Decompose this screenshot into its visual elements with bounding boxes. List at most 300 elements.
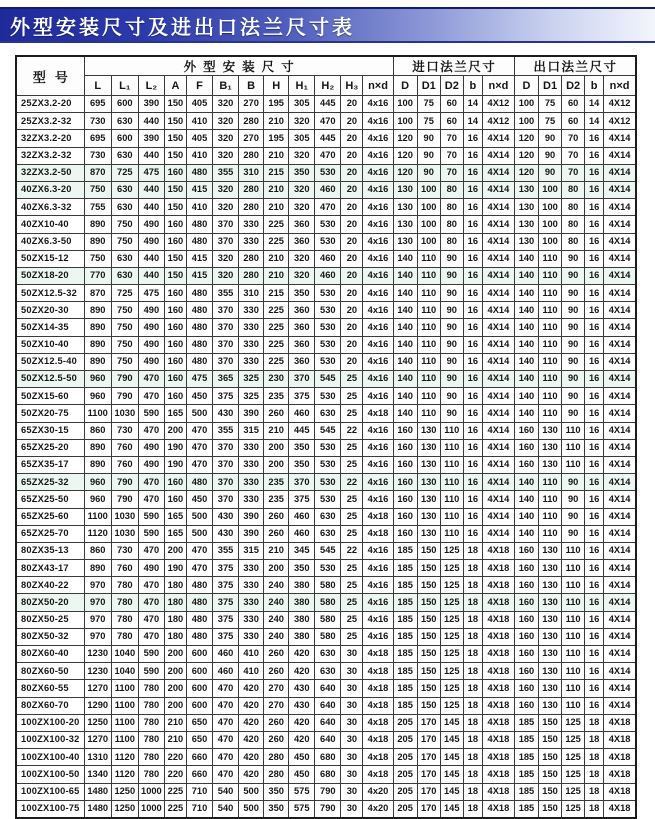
value-cell: 30	[341, 663, 363, 680]
column-header: D	[514, 76, 538, 96]
model-cell: 50ZX20-30	[16, 302, 84, 319]
value-cell: 130	[539, 577, 562, 594]
value-cell: 480	[186, 302, 212, 319]
value-cell: 160	[164, 164, 186, 181]
value-cell: 25	[341, 439, 363, 456]
value-cell: 30	[341, 731, 363, 748]
value-cell: 4X14	[604, 267, 636, 284]
value-cell: 20	[341, 199, 363, 216]
value-cell: 160	[164, 302, 186, 319]
value-cell: 110	[539, 405, 562, 422]
value-cell: 160	[514, 542, 538, 559]
value-cell: 18	[463, 646, 482, 663]
value-cell: 4x16	[363, 96, 393, 113]
value-cell: 890	[84, 439, 111, 456]
value-cell: 1120	[111, 766, 138, 783]
value-cell: 80	[440, 181, 463, 198]
value-cell: 110	[417, 267, 440, 284]
value-cell: 350	[289, 285, 315, 302]
value-cell: 730	[111, 422, 138, 439]
value-cell: 370	[213, 439, 239, 456]
value-cell: 4X12	[482, 113, 514, 130]
value-cell: 150	[539, 714, 562, 731]
value-cell: 470	[213, 714, 239, 731]
table-row	[16, 439, 636, 456]
value-cell: 130	[393, 233, 417, 250]
value-cell: 25	[341, 456, 363, 473]
value-cell: 470	[315, 113, 341, 130]
value-cell: 160	[393, 456, 417, 473]
value-cell: 185	[393, 594, 417, 611]
value-cell: 180	[164, 628, 186, 645]
value-cell: 205	[393, 783, 417, 800]
value-cell: 80	[562, 216, 585, 233]
value-cell: 375	[213, 611, 239, 628]
value-cell: 110	[417, 336, 440, 353]
value-cell: 160	[514, 628, 538, 645]
value-cell: 890	[84, 302, 111, 319]
model-cell: 40ZX10-40	[16, 216, 84, 233]
value-cell: 16	[585, 319, 604, 336]
value-cell: 420	[289, 646, 315, 663]
value-cell: 415	[186, 181, 212, 198]
value-cell: 680	[315, 749, 341, 766]
value-cell: 150	[417, 663, 440, 680]
table-row	[16, 96, 636, 113]
table-row	[16, 353, 636, 370]
value-cell: 280	[239, 267, 264, 284]
value-cell: 130	[539, 456, 562, 473]
value-cell: 90	[562, 508, 585, 525]
value-cell: 475	[138, 164, 164, 181]
value-cell: 150	[417, 611, 440, 628]
value-cell: 1100	[111, 714, 138, 731]
value-cell: 660	[186, 766, 212, 783]
model-cell: 100ZX100-32	[16, 731, 84, 748]
value-cell: 16	[463, 250, 482, 267]
value-cell: 210	[264, 181, 289, 198]
value-cell: 355	[213, 542, 239, 559]
value-cell: 160	[514, 680, 538, 697]
model-cell: 65ZX25-50	[16, 491, 84, 508]
value-cell: 270	[239, 96, 264, 113]
value-cell: 90	[440, 371, 463, 388]
value-cell: 130	[514, 181, 538, 198]
value-cell: 160	[514, 663, 538, 680]
value-cell: 640	[315, 680, 341, 697]
value-cell: 16	[463, 147, 482, 164]
value-cell: 14	[463, 96, 482, 113]
column-header: D1	[539, 76, 562, 96]
column-header: L₂	[138, 76, 164, 96]
value-cell: 320	[289, 199, 315, 216]
model-cell: 80ZX43-17	[16, 560, 84, 577]
table-row	[16, 371, 636, 388]
value-cell: 320	[289, 113, 315, 130]
value-cell: 4X14	[604, 611, 636, 628]
value-cell: 90	[562, 371, 585, 388]
value-cell: 4x16	[363, 422, 393, 439]
value-cell: 470	[138, 371, 164, 388]
value-cell: 280	[239, 199, 264, 216]
value-cell: 90	[539, 164, 562, 181]
model-cell: 80ZX50-20	[16, 594, 84, 611]
value-cell: 470	[186, 542, 212, 559]
table-row	[16, 181, 636, 198]
value-cell: 470	[213, 749, 239, 766]
value-cell: 470	[213, 697, 239, 714]
value-cell: 630	[315, 525, 341, 542]
value-cell: 16	[463, 216, 482, 233]
value-cell: 530	[315, 388, 341, 405]
value-cell: 4X18	[482, 542, 514, 559]
value-cell: 160	[514, 422, 538, 439]
value-cell: 100	[539, 199, 562, 216]
model-cell: 80ZX60-40	[16, 646, 84, 663]
value-cell: 130	[514, 233, 538, 250]
value-cell: 150	[417, 560, 440, 577]
value-cell: 140	[393, 405, 417, 422]
value-cell: 330	[239, 216, 264, 233]
value-cell: 25	[341, 577, 363, 594]
value-cell: 500	[186, 525, 212, 542]
value-cell: 780	[138, 697, 164, 714]
value-cell: 320	[213, 96, 239, 113]
value-cell: 490	[138, 216, 164, 233]
value-cell: 160	[393, 525, 417, 542]
value-cell: 330	[239, 594, 264, 611]
value-cell: 210	[264, 199, 289, 216]
value-cell: 16	[585, 130, 604, 147]
value-cell: 18	[585, 783, 604, 800]
value-cell: 130	[417, 474, 440, 491]
table-row	[16, 697, 636, 714]
value-cell: 375	[289, 491, 315, 508]
value-cell: 630	[315, 646, 341, 663]
value-cell: 870	[84, 285, 111, 302]
value-cell: 90	[562, 525, 585, 542]
value-cell: 370	[213, 336, 239, 353]
value-cell: 4x16	[363, 560, 393, 577]
value-cell: 4x16	[363, 594, 393, 611]
value-cell: 140	[393, 302, 417, 319]
value-cell: 750	[111, 233, 138, 250]
value-cell: 4X14	[604, 508, 636, 525]
value-cell: 205	[393, 749, 417, 766]
value-cell: 710	[186, 800, 212, 818]
value-cell: 440	[138, 199, 164, 216]
model-cell: 65ZX30-15	[16, 422, 84, 439]
value-cell: 370	[213, 491, 239, 508]
value-cell: 110	[417, 319, 440, 336]
value-cell: 200	[164, 646, 186, 663]
value-cell: 130	[539, 611, 562, 628]
value-cell: 25	[341, 611, 363, 628]
value-cell: 4X14	[604, 353, 636, 370]
value-cell: 630	[315, 508, 341, 525]
model-cell: 100ZX100-65	[16, 783, 84, 800]
title-banner	[0, 7, 655, 43]
value-cell: 110	[440, 456, 463, 473]
value-cell: 380	[289, 611, 315, 628]
column-header: F	[186, 76, 212, 96]
model-cell: 25ZX3.2-32	[16, 113, 84, 130]
value-cell: 600	[186, 663, 212, 680]
value-cell: 4X14	[482, 508, 514, 525]
value-cell: 1030	[111, 508, 138, 525]
value-cell: 480	[186, 628, 212, 645]
value-cell: 25	[341, 560, 363, 577]
value-cell: 4x16	[363, 542, 393, 559]
value-cell: 460	[315, 250, 341, 267]
value-cell: 470	[138, 594, 164, 611]
value-cell: 140	[514, 319, 538, 336]
value-cell: 780	[138, 680, 164, 697]
value-cell: 630	[111, 250, 138, 267]
value-cell: 350	[289, 560, 315, 577]
value-cell: 20	[341, 285, 363, 302]
value-cell: 210	[264, 542, 289, 559]
value-cell: 30	[341, 749, 363, 766]
value-cell: 470	[186, 456, 212, 473]
value-cell: 100	[393, 113, 417, 130]
model-column-header: 型号	[16, 56, 84, 96]
value-cell: 240	[264, 611, 289, 628]
value-cell: 4X18	[482, 594, 514, 611]
value-cell: 110	[562, 594, 585, 611]
value-cell: 185	[514, 731, 538, 748]
value-cell: 4x18	[363, 697, 393, 714]
value-cell: 16	[585, 439, 604, 456]
value-cell: 210	[264, 422, 289, 439]
column-header: H	[264, 76, 289, 96]
inlet-flange-group-header: 进口法兰尺寸	[393, 56, 514, 76]
value-cell: 90	[440, 336, 463, 353]
value-cell: 4X14	[604, 147, 636, 164]
value-cell: 780	[138, 766, 164, 783]
value-cell: 780	[111, 594, 138, 611]
value-cell: 360	[289, 336, 315, 353]
value-cell: 90	[417, 164, 440, 181]
value-cell: 600	[186, 646, 212, 663]
value-cell: 490	[138, 456, 164, 473]
value-cell: 4X14	[482, 405, 514, 422]
value-cell: 140	[393, 371, 417, 388]
value-cell: 365	[213, 371, 239, 388]
value-cell: 170	[417, 783, 440, 800]
value-cell: 750	[111, 302, 138, 319]
value-cell: 530	[315, 164, 341, 181]
value-cell: 16	[585, 353, 604, 370]
value-cell: 410	[186, 113, 212, 130]
value-cell: 4X14	[604, 233, 636, 250]
value-cell: 580	[315, 611, 341, 628]
value-cell: 170	[417, 731, 440, 748]
value-cell: 490	[138, 560, 164, 577]
table-row	[16, 199, 636, 216]
value-cell: 490	[138, 302, 164, 319]
value-cell: 590	[138, 525, 164, 542]
value-cell: 145	[440, 731, 463, 748]
value-cell: 4X14	[604, 388, 636, 405]
column-header: B	[239, 76, 264, 96]
value-cell: 790	[111, 388, 138, 405]
table-body	[16, 96, 636, 818]
value-cell: 4X18	[604, 731, 636, 748]
value-cell: 320	[213, 250, 239, 267]
model-cell: 50ZX14-35	[16, 319, 84, 336]
value-cell: 490	[138, 439, 164, 456]
value-cell: 16	[585, 456, 604, 473]
value-cell: 20	[341, 302, 363, 319]
table-row	[16, 336, 636, 353]
value-cell: 480	[186, 216, 212, 233]
value-cell: 780	[111, 628, 138, 645]
value-cell: 375	[213, 388, 239, 405]
value-cell: 780	[138, 714, 164, 731]
value-cell: 220	[164, 749, 186, 766]
value-cell: 16	[463, 508, 482, 525]
value-cell: 330	[239, 491, 264, 508]
value-cell: 110	[562, 680, 585, 697]
value-cell: 165	[164, 405, 186, 422]
value-cell: 4X14	[604, 371, 636, 388]
column-header: H₁	[289, 76, 315, 96]
model-cell: 50ZX15-12	[16, 250, 84, 267]
value-cell: 110	[417, 371, 440, 388]
value-cell: 125	[562, 800, 585, 818]
value-cell: 160	[164, 233, 186, 250]
value-cell: 240	[264, 577, 289, 594]
value-cell: 16	[585, 663, 604, 680]
value-cell: 470	[315, 199, 341, 216]
value-cell: 890	[84, 353, 111, 370]
value-cell: 16	[463, 439, 482, 456]
value-cell: 185	[393, 560, 417, 577]
value-cell: 125	[440, 560, 463, 577]
value-cell: 420	[239, 697, 264, 714]
value-cell: 130	[417, 525, 440, 542]
value-cell: 960	[84, 371, 111, 388]
value-cell: 110	[440, 439, 463, 456]
value-cell: 225	[264, 233, 289, 250]
value-cell: 260	[264, 714, 289, 731]
value-cell: 25	[341, 371, 363, 388]
value-cell: 4X14	[482, 285, 514, 302]
value-cell: 430	[213, 405, 239, 422]
value-cell: 420	[289, 731, 315, 748]
value-cell: 125	[562, 714, 585, 731]
value-cell: 110	[539, 267, 562, 284]
value-cell: 1100	[84, 405, 111, 422]
value-cell: 445	[289, 422, 315, 439]
value-cell: 18	[463, 594, 482, 611]
value-cell: 4X14	[604, 319, 636, 336]
value-cell: 4X14	[482, 250, 514, 267]
table-row	[16, 302, 636, 319]
value-cell: 1100	[111, 731, 138, 748]
value-cell: 70	[562, 147, 585, 164]
value-cell: 500	[186, 508, 212, 525]
table-container	[15, 55, 655, 819]
value-cell: 450	[186, 388, 212, 405]
value-cell: 330	[239, 353, 264, 370]
value-cell: 420	[239, 731, 264, 748]
value-cell: 475	[186, 371, 212, 388]
value-cell: 1230	[84, 646, 111, 663]
value-cell: 590	[138, 646, 164, 663]
value-cell: 305	[289, 130, 315, 147]
value-cell: 160	[393, 474, 417, 491]
value-cell: 320	[289, 267, 315, 284]
value-cell: 160	[514, 456, 538, 473]
value-cell: 70	[562, 130, 585, 147]
value-cell: 640	[315, 714, 341, 731]
value-cell: 490	[138, 336, 164, 353]
value-cell: 1480	[84, 800, 111, 818]
value-cell: 4X14	[604, 250, 636, 267]
value-cell: 4X14	[604, 302, 636, 319]
value-cell: 270	[264, 697, 289, 714]
value-cell: 110	[539, 371, 562, 388]
value-cell: 100	[539, 233, 562, 250]
value-cell: 1000	[138, 800, 164, 818]
value-cell: 370	[213, 216, 239, 233]
value-cell: 330	[239, 439, 264, 456]
value-cell: 260	[264, 525, 289, 542]
value-cell: 320	[289, 181, 315, 198]
value-cell: 110	[417, 353, 440, 370]
value-cell: 16	[585, 474, 604, 491]
value-cell: 1270	[84, 731, 111, 748]
value-cell: 970	[84, 577, 111, 594]
value-cell: 1340	[84, 766, 111, 783]
value-cell: 4x16	[363, 456, 393, 473]
value-cell: 20	[341, 130, 363, 147]
value-cell: 120	[514, 130, 538, 147]
value-cell: 780	[111, 577, 138, 594]
value-cell: 4x16	[363, 628, 393, 645]
value-cell: 480	[186, 594, 212, 611]
value-cell: 18	[585, 731, 604, 748]
value-cell: 1270	[84, 680, 111, 697]
table-row	[16, 474, 636, 491]
value-cell: 225	[264, 353, 289, 370]
value-cell: 4X12	[604, 96, 636, 113]
value-cell: 530	[315, 216, 341, 233]
value-cell: 16	[585, 388, 604, 405]
value-cell: 30	[341, 766, 363, 783]
value-cell: 18	[585, 714, 604, 731]
value-cell: 16	[463, 233, 482, 250]
value-cell: 4x18	[363, 680, 393, 697]
value-cell: 185	[514, 714, 538, 731]
value-cell: 4x16	[363, 113, 393, 130]
value-cell: 410	[186, 199, 212, 216]
value-cell: 235	[264, 388, 289, 405]
value-cell: 16	[585, 508, 604, 525]
value-cell: 80	[562, 181, 585, 198]
value-cell: 185	[514, 800, 538, 818]
value-cell: 415	[186, 250, 212, 267]
value-cell: 470	[138, 491, 164, 508]
value-cell: 530	[315, 560, 341, 577]
value-cell: 110	[539, 353, 562, 370]
value-cell: 4X18	[482, 611, 514, 628]
value-cell: 390	[239, 525, 264, 542]
value-cell: 4X18	[482, 680, 514, 697]
value-cell: 650	[186, 731, 212, 748]
